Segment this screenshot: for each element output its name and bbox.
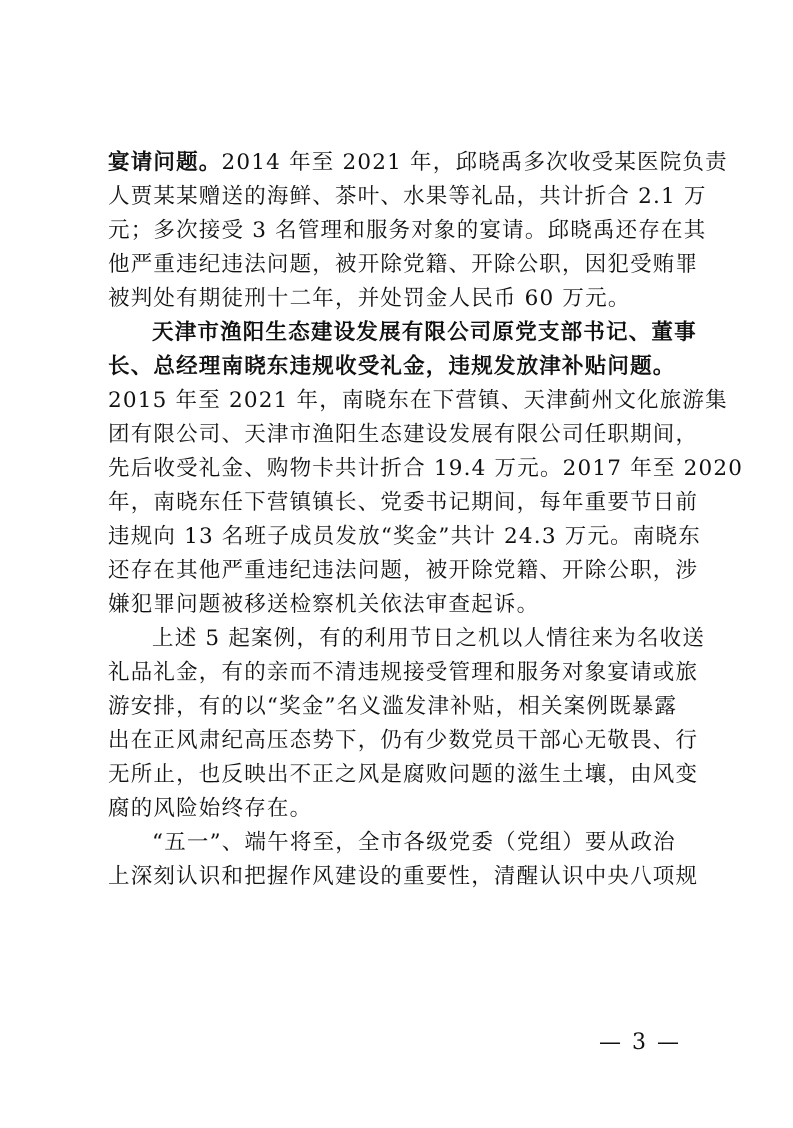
text-line: 出在正风肃纪高压态势下，仍有少数党员干部心无敬畏、行 xyxy=(108,728,699,753)
text-line: 2015 年至 2021 年，南晓东在下营镇、天津蓟州文化旅游集 xyxy=(108,388,728,413)
text-line: 游安排，有的以“奖金”名义滥发津补贴，相关案例既暴露 xyxy=(108,694,678,719)
text-line: 人贾某某赠送的海鲜、茶叶、水果等礼品，共计折合 2.1 万 xyxy=(108,184,707,209)
text-line: “五一”、端午将至，全市各级党委（党组）要从政治 xyxy=(152,830,676,855)
text-line: 先后收受礼金、购物卡共计折合 19.4 万元。2017 年至 2020 xyxy=(108,456,744,481)
text-line: 嫌犯罪问题被移送检察机关依法审查起诉。 xyxy=(108,592,540,617)
case-heading: 天津市渔阳生态建设发展有限公司原党支部书记、董事 xyxy=(152,320,697,345)
text-line: 年，南晓东任下营镇镇长、党委书记期间，每年重要节日前 xyxy=(108,490,699,515)
text-line: 他严重违纪违法问题，被开除党籍、开除公职，因犯受贿罪 xyxy=(108,252,699,277)
text-line: 礼品礼金，有的亲而不清违规接受管理和服务对象宴请或旅 xyxy=(108,660,699,685)
text-line: 元；多次接受 3 名管理和服务对象的宴请。邱晓禹还存在其 xyxy=(108,218,707,243)
text-line: 腐的风险始终存在。 xyxy=(108,796,313,821)
case-heading: 长、总经理南晓东违规收受礼金，违规发放津补贴问题。 xyxy=(108,354,676,379)
text-line: 上深刻认识和把握作风建设的重要性，清醒认识中央八项规 xyxy=(108,864,699,889)
text-line: 宴请问题。2014 年至 2021 年，邱晓禹多次收受某医院负责 xyxy=(108,150,728,175)
text-line: 上述 5 起案例，有的利用节日之机以人情往来为名收送 xyxy=(152,626,706,651)
page-number: — 3 — xyxy=(599,1030,681,1055)
text-line: 团有限公司、天津市渔阳生态建设发展有限公司任职期间， xyxy=(108,422,699,447)
body-text xyxy=(108,146,744,894)
text-line: 被判处有期徒刑十二年，并处罚金人民币 60 万元。 xyxy=(108,286,631,311)
text-line: 无所止，也反映出不正之风是腐败问题的滋生土壤，由风变 xyxy=(108,762,699,787)
text-line: 违规向 13 名班子成员发放“奖金”共计 24.3 万元。南晓东 xyxy=(108,524,701,549)
text-line: 还存在其他严重违纪违法问题，被开除党籍、开除公职，涉 xyxy=(108,558,699,583)
